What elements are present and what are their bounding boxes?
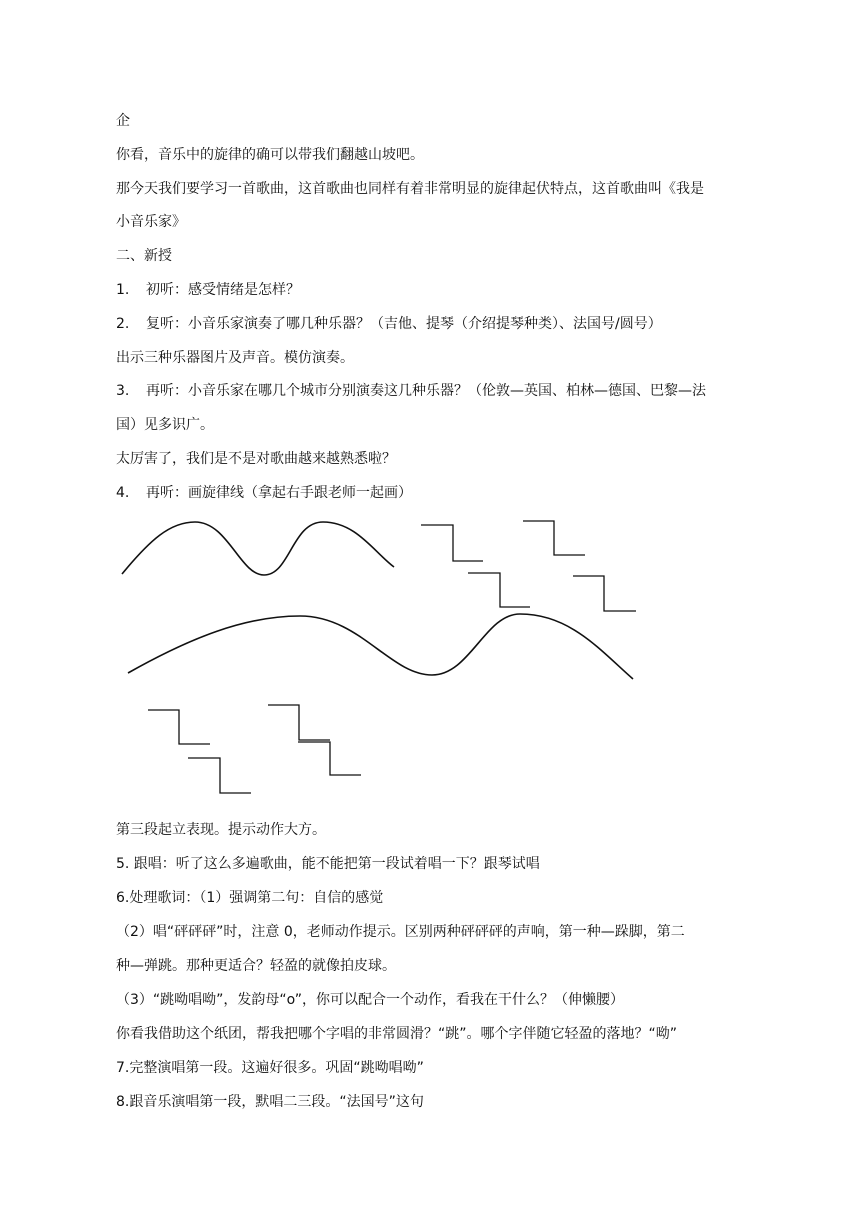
item-text: 再听：小音乐家在哪几个城市分别演奏这几种乐器？（伦敦—英国、柏林—德国、巴黎—法 bbox=[146, 383, 706, 399]
text-line: （2）唱“砰砰砰”时，注意 0，老师动作提示。区别两种砰砰砰的声响，第一种—跺脚，第二 bbox=[116, 924, 685, 940]
text-line: （3）“跳呦唱呦”，发韵母“o”，你可以配合一个动作，看我在干什么？（伸懒腰） bbox=[116, 992, 624, 1008]
text-line: 6.处理歌词：（1）强调第二句：自信的感觉 bbox=[116, 890, 384, 906]
text-line: 种—弹跳。那种更适合？轻盈的就像拍皮球。 bbox=[116, 958, 396, 974]
step-line bbox=[523, 521, 585, 555]
section-heading: 二、新授 bbox=[116, 248, 172, 264]
wave-curve-short bbox=[122, 522, 394, 575]
text-line: 小音乐家》 bbox=[116, 214, 186, 230]
step-line bbox=[298, 742, 361, 775]
step-line bbox=[468, 573, 530, 607]
step-line bbox=[268, 705, 330, 740]
text-line: 你看，音乐中的旋律的确可以带我们翻越山坡吧。 bbox=[116, 147, 424, 163]
step-line bbox=[188, 758, 251, 793]
text-line: 你看我借助这个纸团，帮我把哪个字唱的非常圆滑？“跳”。哪个字伴随它轻盈的落地？“呦” bbox=[116, 1026, 678, 1042]
item-number: 2. bbox=[116, 316, 130, 332]
step-line bbox=[421, 525, 483, 561]
item-number: 4. bbox=[116, 485, 130, 501]
item-text: 初听：感受情绪是怎样？ bbox=[146, 282, 300, 298]
text-line: 8.跟音乐演唱第一段，默唱二三段。“法国号”这句 bbox=[116, 1094, 424, 1110]
wave-curve-long bbox=[128, 614, 633, 679]
step-line bbox=[573, 576, 636, 611]
text-line: 企 bbox=[116, 113, 130, 129]
text-line: 第三段起立表现。提示动作大方。 bbox=[116, 822, 326, 838]
text-line: 出示三种乐器图片及声音。模仿演奏。 bbox=[116, 350, 354, 366]
text-line: 太厉害了，我们是不是对歌曲越来越熟悉啦？ bbox=[116, 451, 396, 467]
text-line: 5. 跟唱：听了这么多遍歌曲，能不能把第一段试着唱一下？跟琴试唱 bbox=[116, 856, 540, 872]
item-text: 复听：小音乐家演奏了哪几种乐器？（吉他、提琴（介绍提琴种类）、法国号/圆号） bbox=[146, 316, 662, 332]
text-line: 那今天我们要学习一首歌曲，这首歌曲也同样有着非常明显的旋律起伏特点，这首歌曲叫《我是 bbox=[116, 181, 704, 197]
item-text: 再听：画旋律线（拿起右手跟老师一起画） bbox=[146, 485, 412, 501]
text-line: 7.完整演唱第一段。这遍好很多。巩固“跳呦唱呦” bbox=[116, 1060, 424, 1076]
item-number: 1. bbox=[116, 282, 130, 298]
text-line: 国）见多识广。 bbox=[116, 417, 214, 433]
step-line bbox=[148, 710, 210, 744]
item-number: 3. bbox=[116, 383, 130, 399]
